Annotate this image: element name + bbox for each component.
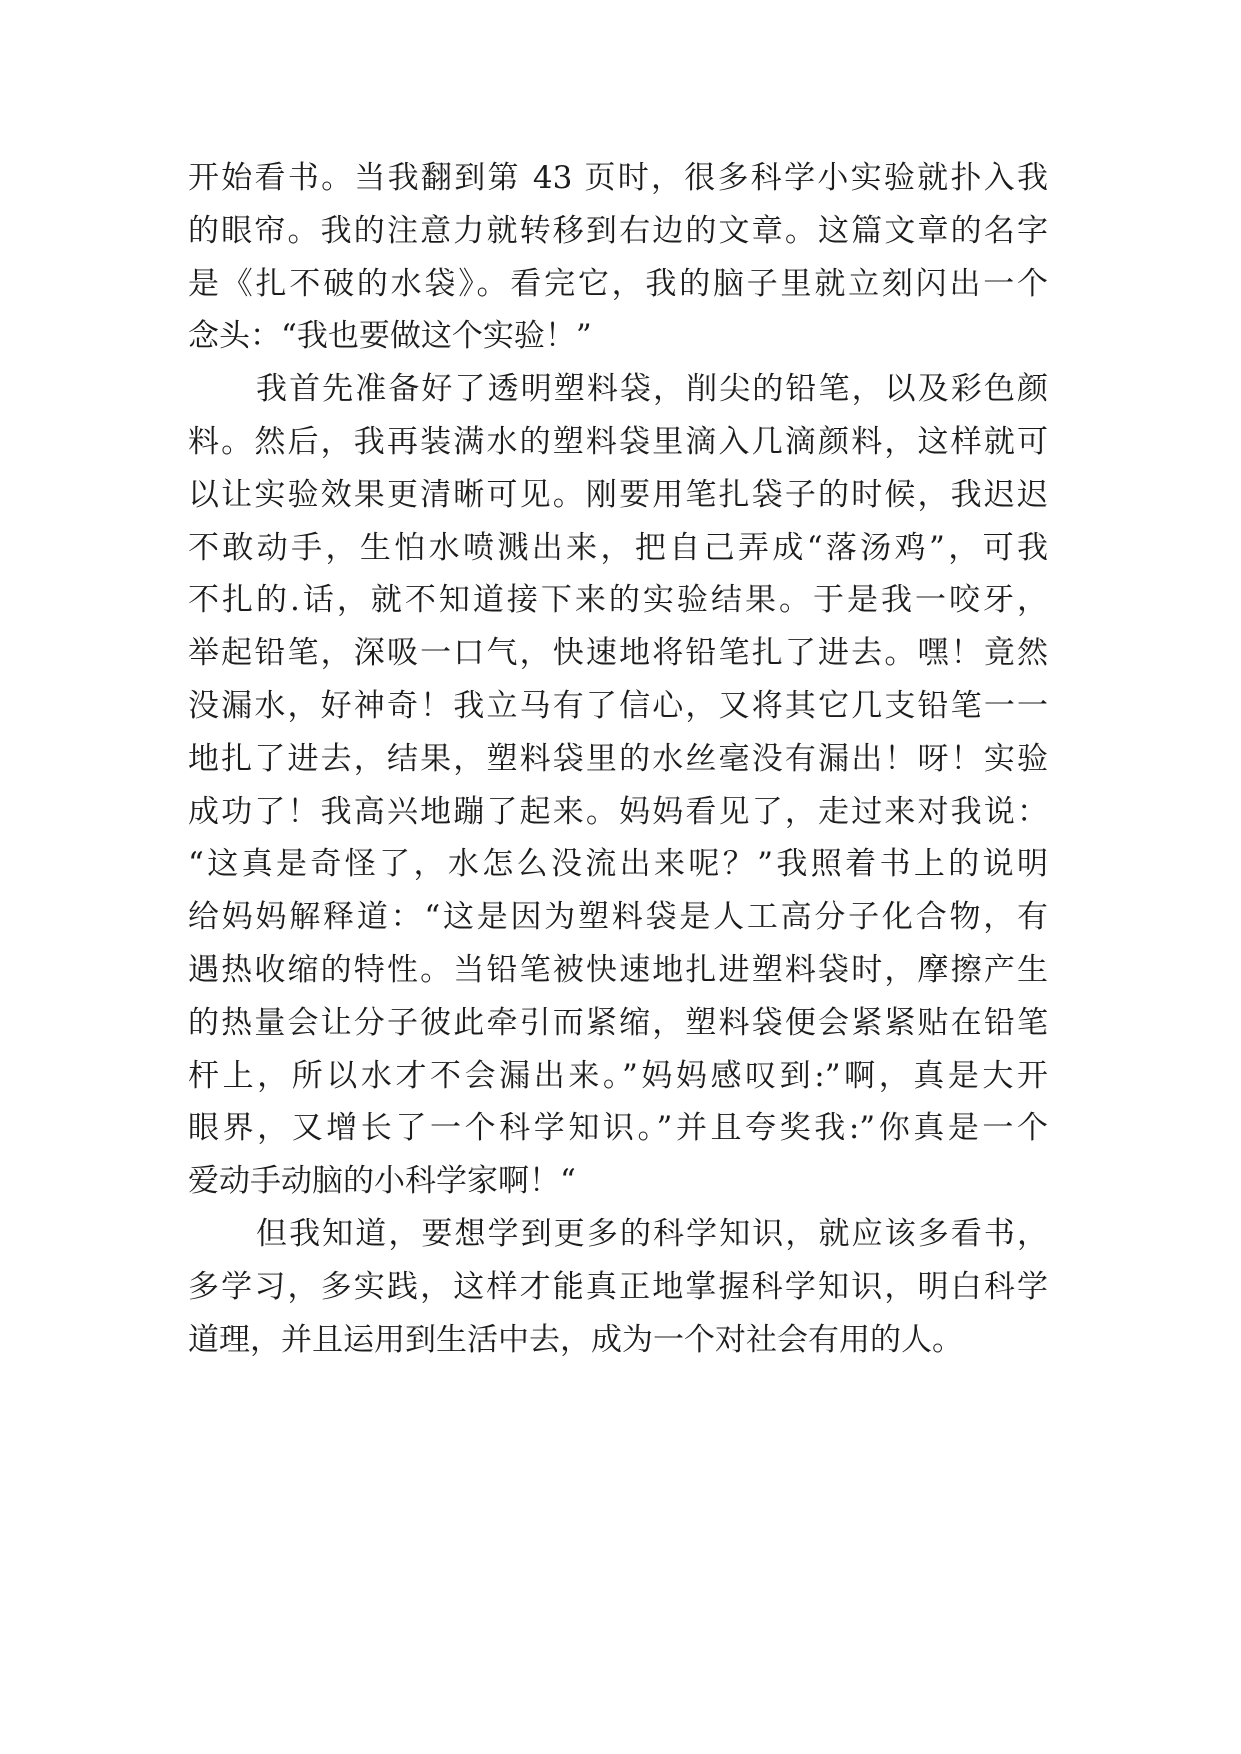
text-line: 但我知道，要想学到更多的科学知识，就应该多看书， [256,1215,1048,1252]
text-line: 地扎了进去，结果，塑料袋里的水丝毫没有漏出！呀！实验 [188,740,1048,777]
text-line: 不敢动手，生怕水喷溅出来，把自己弄成“落汤鸡”，可我 [188,529,1048,566]
text-line: 以让实验效果更清晰可见。刚要用笔扎袋子的时候，我迟迟 [188,476,1048,513]
text-line: 料。然后，我再装满水的塑料袋里滴入几滴颜料，这样就可 [188,423,1048,460]
text-line: 遇热收缩的特性。当铅笔被快速地扎进塑料袋时，摩擦产生 [188,951,1048,988]
text-line: 举起铅笔，深吸一口气，快速地将铅笔扎了进去。嘿！竟然 [188,635,1048,672]
text-line: 不扎的.话，就不知道接下来的实验结果。于是我一咬牙， [188,582,1048,619]
body-text [188,152,1048,1366]
text-line: 开始看书。当我翻到第 43 页时，很多科学小实验就扑入我 [188,160,1048,196]
text-line: 道理，并且运用到生活中去，成为一个对社会有用的人。 [188,1321,963,1358]
text-line: 没漏水，好神奇！我立马有了信心，又将其它几支铅笔一一 [188,687,1048,724]
text-line: 杆上，所以水才不会漏出来。”妈妈感叹到:”啊，真是大开 [188,1057,1048,1094]
text-line: 成功了！我高兴地蹦了起来。妈妈看见了，走过来对我说： [188,793,1048,830]
text-line: 的热量会让分子彼此牵引而紧缩，塑料袋便会紧紧贴在铅笔 [188,1004,1048,1041]
text-line: 的眼帘。我的注意力就转移到右边的文章。这篇文章的名字 [188,212,1048,249]
text-line: 多学习，多实践，这样才能真正地掌握科学知识，明白科学 [188,1268,1048,1305]
text-line: 我首先准备好了透明塑料袋，削尖的铅笔，以及彩色颜 [256,371,1048,408]
text-line: 念头：“我也要做这个实验！” [188,318,592,355]
text-line: 是《扎不破的水袋》。看完它，我的脑子里就立刻闪出一个 [188,265,1048,302]
text-line: 爱动手动脑的小科学家啊！“ [188,1163,576,1200]
text-line: “这真是奇怪了，水怎么没流出来呢？”我照着书上的说明 [188,846,1048,883]
text-line: 给妈妈解释道：“这是因为塑料袋是人工高分子化合物，有 [188,899,1048,936]
text-line: 眼界，又增长了一个科学知识。”并且夸奖我:”你真是一个 [188,1110,1048,1147]
